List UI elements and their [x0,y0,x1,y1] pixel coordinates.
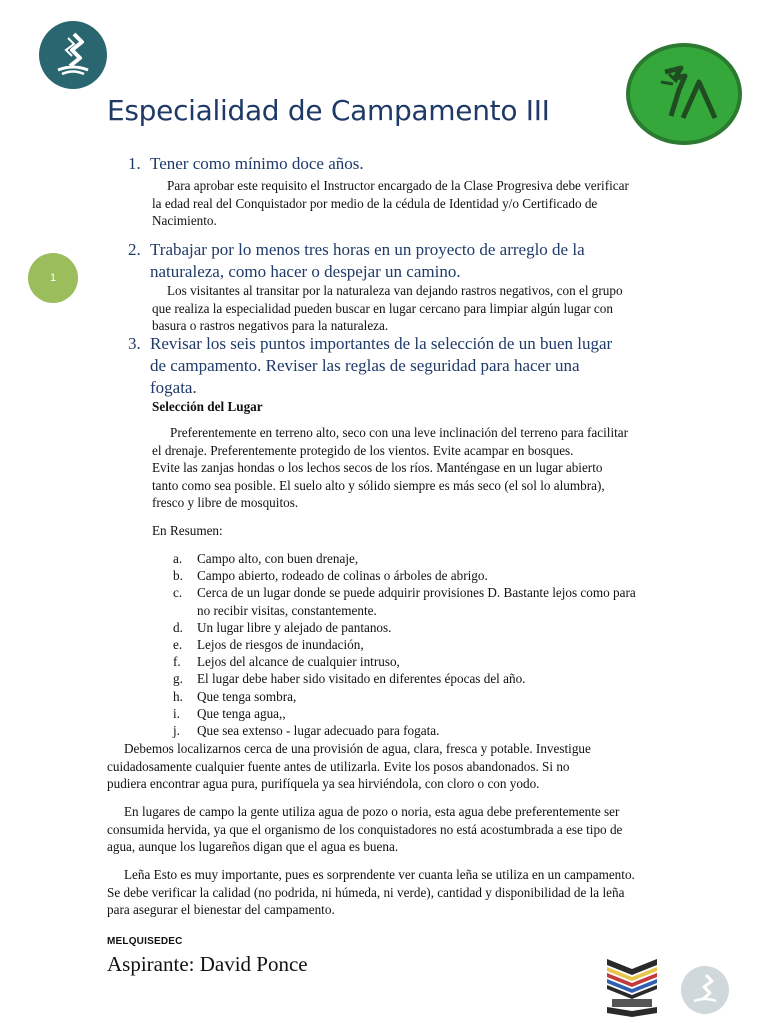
list-item: c. Cerca de un lugar donde se puede adquirir provisiones D. Bastante lejos como para no recibir visitas, constantemente. [173,585,636,618]
list-item: j. Que sea extenso - lugar adecuado para fogata. [173,723,440,739]
footer-label: MELQUISEDEC [107,936,183,947]
adventist-logo-faded-icon [680,965,730,1015]
requirement-number: 2. [128,240,141,259]
list-item: b. Campo abierto, rodeado de colinas o árboles de abrigo. [173,568,488,584]
requirement-number: 3. [128,334,141,353]
rank-chevrons-icon [604,955,660,1017]
list-item: f. Lejos del alcance de cualquier intruso, [173,654,400,670]
requirement-2-body: Los visitantes al transitar por la naturaleza van dejando rastros negativos, con el grupo que realiza la especialidad pueden buscar en lugar cercano para limpiar algún lugar con basura o rastros negativos para la naturaleza. [152,283,623,333]
list-item: i. Que tenga agua,, [173,705,286,721]
section-heading: Selección del Lugar [152,399,263,414]
paragraph-agua: Debemos localizarnos cerca de una provisión de agua, clara, fresca y potable. Investigue cuidadosamente cualquier fuente antes de utilizarla. Evite los posos abandonados. Si no pudiera encontrar agua pura, purifíquela ya sea hirviéndola, con cloro o con yodo. [107,741,591,791]
camping-specialty-badge-icon [625,42,743,146]
requirement-1 [128,153,364,175]
paragraph-pozo: En lugares de campo la gente utiliza agua de pozo o noria, esta agua debe preferentemente ser consumida hervida, ya que el organismo de los conquistadores no está acostumbrada a ese tipo de agua, aunque los lugareños digan que el agua es buena. [107,804,623,854]
list-item: a. Campo alto, con buen drenaje, [173,551,359,566]
list-item: d. Un lugar libre y alejado de pantanos. [173,619,392,635]
requirement-heading: 1. Tener como mínimo doce años. [128,154,364,173]
paragraph-lena: Leña Esto es muy importante, pues es sorprendente ver cuanta leña se utiliza en un campamento. Se debe verificar la calidad (no podrida, ni húmeda, ni verde), cantidad y disponibilidad de la leña para asegurar el bienestar del campamento. [107,867,635,917]
page-title: Especialidad de Campamento III [107,94,550,127]
aspirante-name: Aspirante: David Ponce [107,952,308,976]
seleccion-body: Preferentemente en terreno alto, seco con una leve inclinación del terreno para facilitar el drenaje. Preferentemente protegido de los vientos. Evite acampar en bosques. Evite las zanjas hondas o los lechos secos de los ríos. Manténgase en un lugar abierto tanto como sea posible. El suelo alto y sólido siempre es más seco (el sol lo alumbra), fresco y libre de mosquitos. [152,425,629,510]
page-number: 1 [49,272,57,284]
list-item: g. El lugar debe haber sido visitado en diferentes épocas del año. [173,671,526,687]
adventist-logo-icon [38,20,108,90]
list-item: h. Que tenga sombra, [173,688,297,704]
requirement-1-body: Para aprobar este requisito el Instructor encargado de la Clase Progresiva debe verificar la edad real del Conquistador por medio de la cédula de Identidad y/o Certificado de Nacimiento. [152,178,629,228]
resumen-label: En Resumen: [152,523,223,538]
requirement-heading: 3. Revisar los seis puntos importantes de la selección de un buen lugar [128,334,613,353]
requirement-2: 2. Trabajar por lo menos tres horas en un proyecto de arreglo de la naturaleza, como hacer o despejar un camino. [128,240,585,281]
list-item: e. Lejos de riesgos de inundación, [173,637,364,653]
requirement-number: 1. [128,154,141,173]
resumen-list [173,550,673,739]
requirement-heading: 2. Trabajar por lo menos tres horas en un proyecto de arreglo de la [128,240,585,259]
requirement-3: 3. Revisar los seis puntos importantes de la selección de un buen lugar de campamento. Reviser las reglas de seguridad para hacer una fogata. [128,334,613,397]
page-number-badge [28,253,78,303]
